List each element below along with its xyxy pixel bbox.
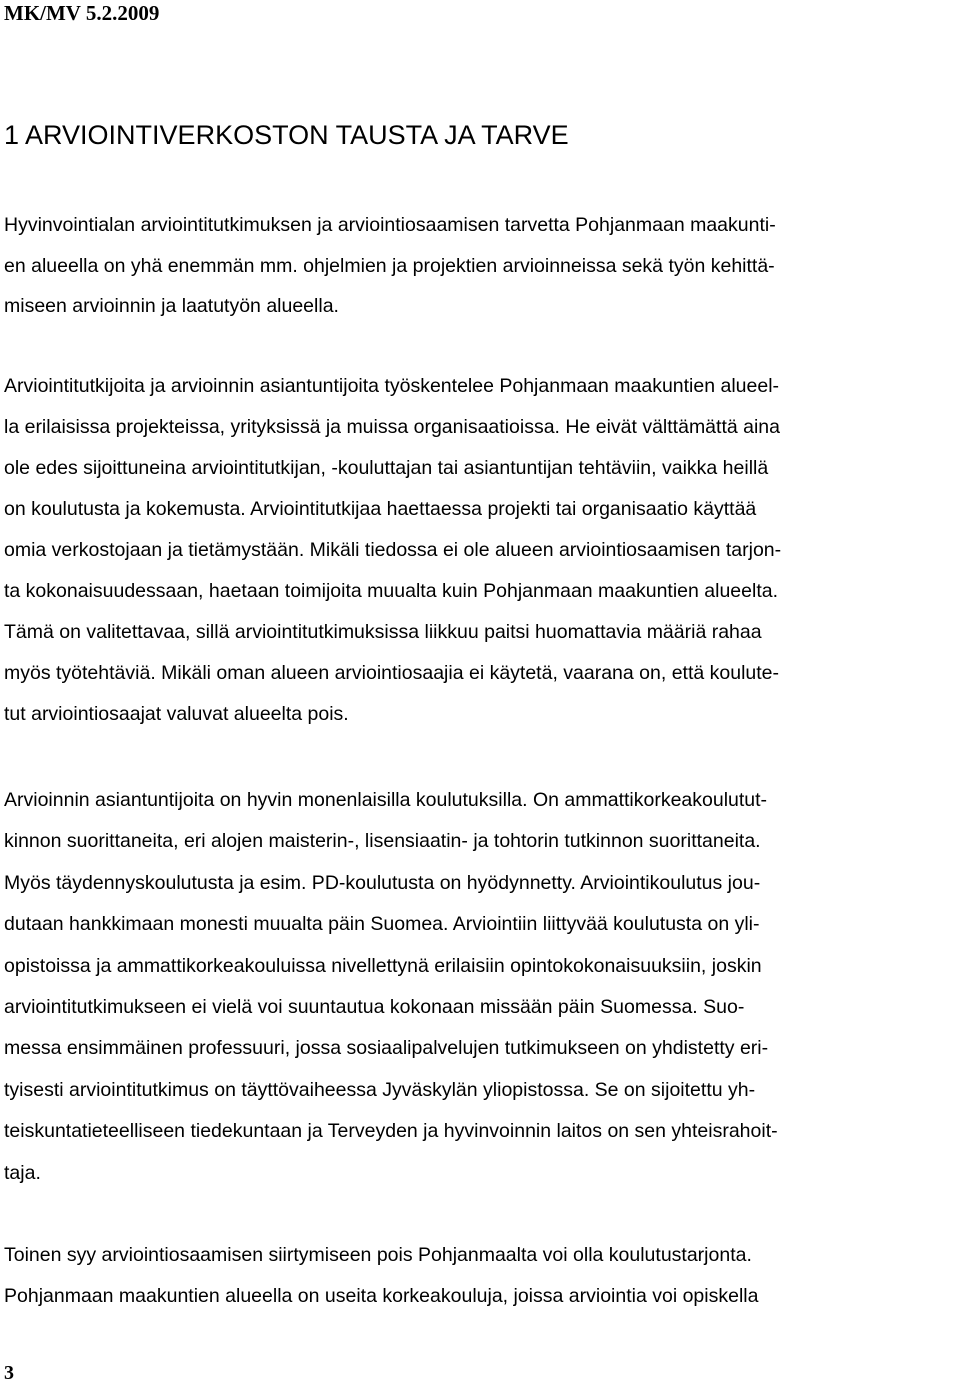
paragraph-line: Pohjanmaan maakuntien alueella on useita korkeakouluja, joissa arviointia voi opiskella <box>4 1285 759 1307</box>
paragraph-line: Arvioinnin asiantuntijoita on hyvin monenlaisilla koulutuksilla. On ammattikorkeakoulutut- <box>4 789 768 811</box>
paragraph-line: tut arviointiosaajat valuvat alueelta pois. <box>4 703 349 725</box>
paragraph-line: dutaan hankkimaan monesti muualta päin Suomea. Arviointiin liittyvää koulutusta on yli- <box>4 913 760 936</box>
paragraph-line: taja. <box>4 1161 41 1184</box>
paragraph-line: arviointitutkimukseen ei vielä voi suuntautua kokonaan missään päin Suomessa. Suo- <box>4 995 745 1018</box>
paragraph-line: Myös täydennyskoulutusta ja esim. PD-koulutusta on hyödynnetty. Arviointikoulutus jou- <box>4 871 761 894</box>
paragraph-line: kinnon suorittaneita, eri alojen maisterin-, lisensiaatin- ja tohtorin tutkinnon suorittaneita. <box>4 830 761 853</box>
section-heading: 1 ARVIOINTIVERKOSTON TAUSTA JA TARVE <box>4 120 569 150</box>
paragraph-line: omia verkostojaan ja tietämystään. Mikäli tiedossa ei ole alueen arviointiosaamisen tarjon- <box>4 539 782 561</box>
paragraph-line: la erilaisissa projekteissa, yrityksissä ja muissa organisaatioissa. He eivät välttämättä aina <box>4 416 780 438</box>
paragraph-line: miseen arvioinnin ja laatutyön alueella. <box>4 295 339 317</box>
paragraph-4 <box>4 1235 956 1317</box>
paragraph-line: Tämä on valitettavaa, sillä arviointitutkimuksissa liikkuu paitsi huomattavia määriä rahaa <box>4 621 762 643</box>
paragraph-line: myös työtehtäviä. Mikäli oman alueen arviointiosaajia ei käytetä, vaarana on, että koulute- <box>4 662 780 684</box>
paragraph-line: ole edes sijoittuneina arviointitutkijan, -kouluttajan tai asiantuntijan tehtäviin, vaikka heillä <box>4 457 769 479</box>
paragraph-line: opistoissa ja ammattikorkeakouluissa nivellettynä erilaisiin opintokokonaisuuksiin, joskin <box>4 954 762 977</box>
paragraph-line: en alueella on yhä enemmän mm. ohjelmien ja projektien arvioinneissa sekä työn kehittä- <box>4 254 775 277</box>
document-reference: MK/MV 5.2.2009 <box>4 1 160 25</box>
paragraph-line: Hyvinvointialan arviointitutkimuksen ja arviointiosaamisen tarvetta Pohjanmaan maakunti- <box>4 214 776 236</box>
paragraph-line: tyisesti arviointitutkimus on täyttövaiheessa Jyväskylän yliopistossa. Se on sijoitettu yh- <box>4 1078 756 1101</box>
paragraph-line: teiskuntatieteelliseen tiedekuntaan ja Terveyden ja hyvinvoinnin laitos on sen yhteisrahoit- <box>4 1120 778 1143</box>
paragraph-1 <box>4 205 956 327</box>
page-number: 3 <box>4 1362 14 1384</box>
paragraph-line: messa ensimmäinen professuuri, jossa sosiaalipalvelujen tutkimukseen on yhdistetty eri- <box>4 1037 769 1060</box>
paragraph-line: on koulutusta ja kokemusta. Arviointitutkijaa haettaessa projekti tai organisaatio käyttää <box>4 498 757 520</box>
paragraph-line: ta kokonaisuudessaan, haetaan toimijoita muualta kuin Pohjanmaan maakuntien alueelta. <box>4 580 779 602</box>
paragraph-2 <box>4 366 956 735</box>
paragraph-3 <box>4 780 956 1194</box>
paragraph-line: Arviointitutkijoita ja arvioinnin asiantuntijoita työskentelee Pohjanmaan maakuntien alueel- <box>4 375 780 397</box>
paragraph-line: Toinen syy arviointiosaamisen siirtymiseen pois Pohjanmaalta voi olla koulutustarjonta. <box>4 1244 752 1266</box>
